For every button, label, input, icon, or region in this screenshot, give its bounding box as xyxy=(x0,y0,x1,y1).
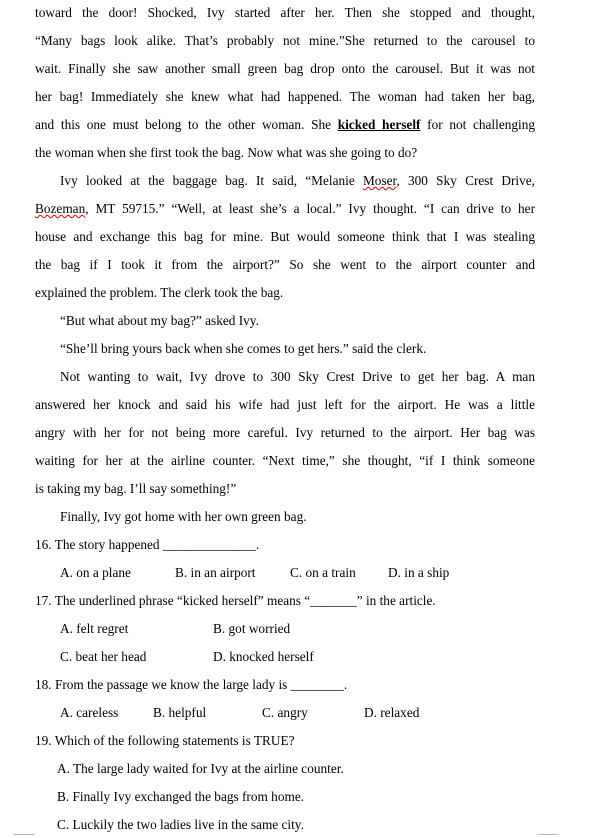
passage-line: Finally, Ivy got home with her own green bag. xyxy=(60,509,307,524)
spellcheck-word: Bozeman xyxy=(35,201,86,216)
text: , 300 Sky Crest Drive, xyxy=(396,173,535,188)
passage-line: the woman when she first took the bag. Now what was she going to do? xyxy=(35,145,418,160)
text: , MT 59715.” “Well, at least she’s a local.” Ivy thought. “I can drive to her xyxy=(85,201,535,216)
option: B. helpful xyxy=(153,705,207,720)
passage-line: answered her knock and said his wife had just left for the airport. He was a little xyxy=(35,397,535,412)
text: Ivy looked at the baggage bag. It said, “Melanie xyxy=(60,173,363,188)
passage-line xyxy=(35,200,535,218)
option: C. beat her head xyxy=(60,649,147,664)
passage-line xyxy=(60,172,535,190)
passage-line: angry with her for not being more careful. Ivy returned to the airport. Her bag was xyxy=(35,425,535,440)
passage-line: is taking my bag. I’ll say something!” xyxy=(35,481,237,496)
question-16: 16. The story happened ______________. xyxy=(35,537,260,552)
passage-line: “Many bags look alike. That’s probably not mine.”She returned to the carousel to xyxy=(35,33,535,48)
underlined-phrase: kicked herself xyxy=(337,117,421,132)
passage-line: Not wanting to wait, Ivy drove to 300 Sky Crest Drive to get her bag. A man xyxy=(60,369,535,384)
passage-line xyxy=(35,116,535,134)
option: A. The large lady waited for Ivy at the airline counter. xyxy=(57,761,344,776)
passage-line: “But what about my bag?” asked Ivy. xyxy=(60,313,259,328)
option: B. got worried xyxy=(213,621,291,636)
passage-line: her bag! Immediately she knew what had happened. The woman had taken her bag, xyxy=(35,89,535,104)
option: D. relaxed xyxy=(364,705,420,720)
question-19: 19. Which of the following statements is TRUE? xyxy=(35,733,295,748)
option: A. on a plane xyxy=(60,565,131,580)
passage-line: the bag if I took it from the airport?” So she went to the airport counter and xyxy=(35,257,535,272)
option: D. in a ship xyxy=(388,565,450,580)
page-corner-mark xyxy=(537,834,559,835)
option: A. careless xyxy=(60,705,119,720)
passage-line: house and exchange this bag for mine. But would someone think that I was stealing xyxy=(35,229,535,244)
spellcheck-word: Moser xyxy=(362,173,397,188)
passage-line: wait. Finally she saw another small green bag drop onto the carousel. But it was not xyxy=(35,61,535,76)
option: D. knocked herself xyxy=(213,649,314,664)
option: B. in an airport xyxy=(175,565,256,580)
page-corner-mark xyxy=(13,834,35,835)
option: A. felt regret xyxy=(60,621,129,636)
passage-line: waiting for her at the airline counter. “Next time,” she thought, “if I think someone xyxy=(35,453,535,468)
question-17: 17. The underlined phrase “kicked herself” means “_______” in the article. xyxy=(35,593,436,608)
text: and this one must belong to the other woman. She xyxy=(35,117,338,132)
passage-line: explained the problem. The clerk took the bag. xyxy=(35,285,284,300)
text: for not challenging xyxy=(420,117,536,132)
option: C. Luckily the two ladies live in the same city. xyxy=(57,817,304,832)
passage-line: “She’ll bring yours back when she comes to get hers.” said the clerk. xyxy=(60,341,427,356)
question-18: 18. From the passage we know the large lady is ________. xyxy=(35,677,348,692)
option: B. Finally Ivy exchanged the bags from home. xyxy=(57,789,305,804)
option: C. on a train xyxy=(290,565,356,580)
passage-line: toward the door! Shocked, Ivy started after her. Then she stopped and thought, xyxy=(35,5,535,20)
option: C. angry xyxy=(262,705,308,720)
